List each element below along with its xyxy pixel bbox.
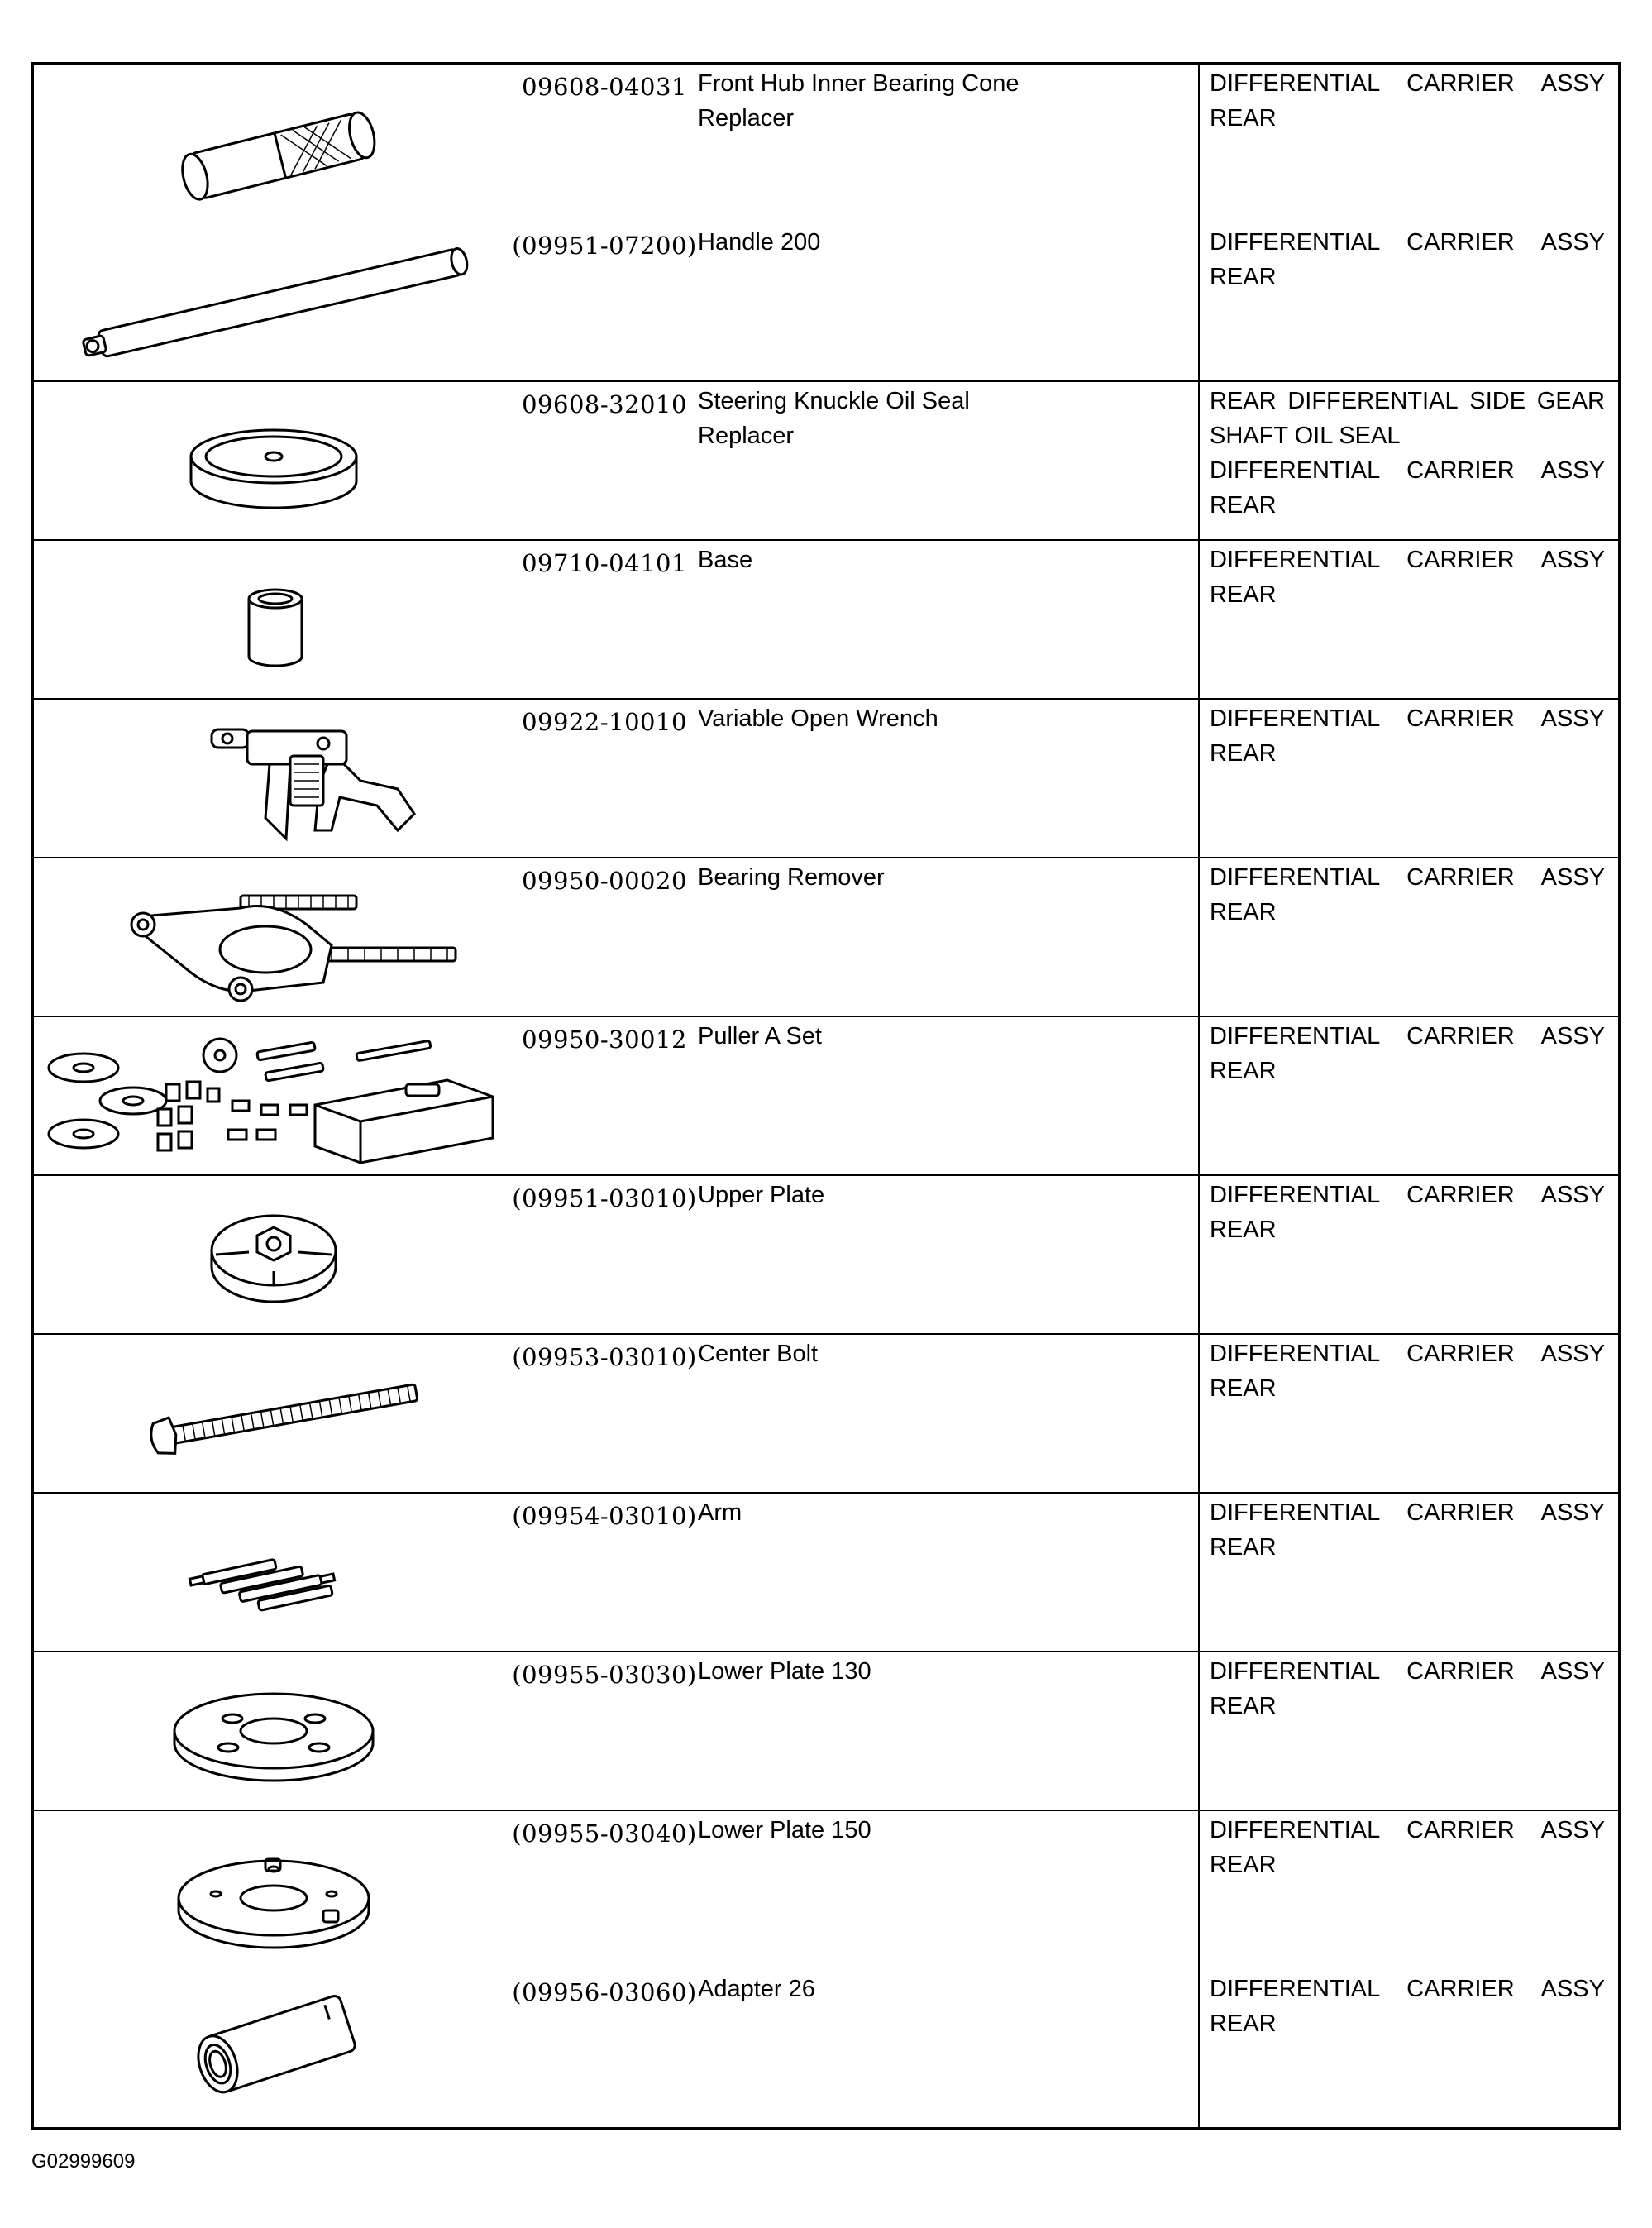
- tool-name: Arm: [698, 1499, 742, 1526]
- tool-item: [34, 1970, 1605, 2127]
- table-row: [34, 1176, 1618, 1335]
- usage-text: DIFFERENTIAL CARRIER ASSY REAR: [1210, 70, 1605, 131]
- tool-name: Puller A Set: [698, 1023, 822, 1049]
- part-number: (09954-03010): [512, 1502, 697, 1530]
- table-row: [34, 1494, 1618, 1652]
- part-number: 09608-04031: [522, 73, 687, 101]
- usage-text: DIFFERENTIAL CARRIER ASSY REAR: [1210, 229, 1605, 290]
- tool-item: [34, 382, 1605, 541]
- tool-item: [34, 1176, 1605, 1335]
- oil-seal-replacer-icon: [50, 390, 497, 539]
- usage-text: DIFFERENTIAL CARRIER ASSY REAR: [1210, 1341, 1605, 1402]
- tool-item: [34, 1335, 1605, 1494]
- part-number: (09951-07200): [512, 232, 697, 260]
- puller-set-icon: [42, 1022, 505, 1174]
- tool-name: Adapter 26: [698, 1976, 815, 2002]
- table-row: [34, 1811, 1618, 2127]
- part-number: 09950-30012: [522, 1026, 687, 1054]
- table-row: [34, 541, 1618, 700]
- usage-text: DIFFERENTIAL CARRIER ASSY REAR: [1210, 547, 1605, 608]
- usage-text: DIFFERENTIAL CARRIER ASSY REAR: [1210, 864, 1605, 925]
- part-number: (09955-03030): [512, 1661, 697, 1689]
- tool-name: Handle 200: [698, 229, 821, 256]
- table-row: [34, 1652, 1618, 1811]
- tool-name: Base: [698, 547, 753, 573]
- part-number: (09956-03060): [512, 1978, 697, 2006]
- part-number: (09951-03010): [512, 1184, 697, 1212]
- tool-item: [34, 223, 1605, 382]
- usage-text: DIFFERENTIAL CARRIER ASSY REAR: [1210, 1817, 1605, 1878]
- tool-name: Variable Open Wrench: [698, 705, 938, 732]
- tool-name: Center Bolt: [698, 1341, 819, 1367]
- tool-item: [34, 1652, 1605, 1811]
- part-number: 09922-10010: [522, 708, 687, 736]
- table-row: [34, 1335, 1618, 1494]
- table-row: [34, 700, 1618, 858]
- tool-name: Steering Knuckle Oil Seal Replacer: [698, 388, 970, 449]
- tool-item: [34, 1017, 1605, 1176]
- arm-icon: [50, 1502, 497, 1651]
- tool-item: [34, 1811, 1605, 1970]
- bearing-remover-icon: [50, 867, 497, 1016]
- usage-text: DIFFERENTIAL CARRIER ASSY REAR: [1210, 1499, 1605, 1561]
- lower-plate-130-icon: [50, 1661, 497, 1810]
- tool-name: Bearing Remover: [698, 864, 885, 891]
- table-row: [34, 65, 1618, 382]
- lower-plate-150-icon: [50, 1819, 497, 1970]
- tool-name: Lower Plate 150: [698, 1817, 871, 1843]
- usage-text: DIFFERENTIAL CARRIER ASSY REAR: [1210, 1976, 1605, 2037]
- bearing-cone-replacer-icon: [50, 83, 497, 223]
- tool-item: [34, 858, 1605, 1017]
- usage-text: DIFFERENTIAL CARRIER ASSY REAR: [1210, 1658, 1605, 1719]
- table-row: [34, 1017, 1618, 1176]
- adapter-icon: [50, 1972, 497, 2125]
- usage-text: DIFFERENTIAL CARRIER ASSY REAR: [1210, 705, 1605, 767]
- center-bolt-icon: [50, 1343, 497, 1492]
- part-number: 09608-32010: [522, 390, 687, 418]
- usage-text: REAR DIFFERENTIAL SIDE GEAR SHAFT OIL SEAL DIFFERENTIAL CARRIER ASSY REAR: [1210, 388, 1605, 519]
- tool-item: [34, 65, 1605, 223]
- part-number: 09950-00020: [522, 867, 687, 895]
- tool-item: [34, 1494, 1605, 1652]
- usage-text: DIFFERENTIAL CARRIER ASSY REAR: [1210, 1182, 1605, 1243]
- table-row: [34, 382, 1618, 541]
- tool-item: [34, 541, 1605, 700]
- part-number: 09710-04101: [522, 549, 687, 577]
- figure-id: G02999609: [31, 2150, 136, 2173]
- handle-icon: [50, 225, 497, 382]
- base-icon: [50, 549, 497, 698]
- upper-plate-icon: [50, 1184, 497, 1333]
- table-row: [34, 858, 1618, 1017]
- tool-table: [31, 62, 1621, 2130]
- part-number: (09953-03010): [512, 1343, 697, 1371]
- usage-text: DIFFERENTIAL CARRIER ASSY REAR: [1210, 1023, 1605, 1084]
- tool-name: Lower Plate 130: [698, 1658, 871, 1685]
- wrench-icon: [50, 706, 497, 857]
- tool-name: Front Hub Inner Bearing Cone Replacer: [698, 70, 1019, 131]
- part-number: (09955-03040): [512, 1819, 697, 1848]
- tool-name: Upper Plate: [698, 1182, 825, 1208]
- tool-item: [34, 700, 1605, 858]
